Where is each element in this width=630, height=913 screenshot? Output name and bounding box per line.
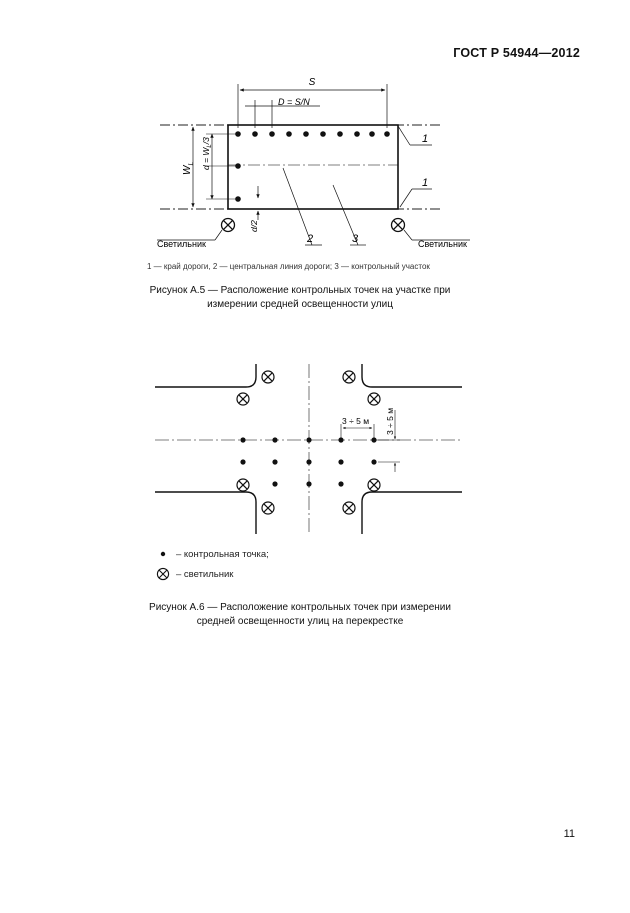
road-edge-bottom-right — [362, 492, 462, 534]
page-number: 11 — [563, 828, 575, 840]
figure-a5 — [0, 0, 630, 260]
legend-lamp-label: – светильник — [176, 568, 234, 580]
callout-1-bottom: 1 — [422, 177, 429, 189]
legend-row-lamp — [150, 564, 269, 584]
lamp-right-icon — [392, 219, 405, 232]
callout-3: 3 — [352, 233, 359, 245]
road-edge-top-right — [362, 364, 462, 387]
road-edge-bottom-left — [155, 492, 256, 534]
lamp-icon — [150, 567, 176, 581]
callout-1-top: 1 — [422, 133, 429, 145]
dim-dwl-label: $d = W_L/3$ — [201, 137, 213, 170]
figure-a6-caption-line2: средней освещенности улиц на перекрестке — [196, 616, 404, 627]
dim-horizontal-label: 3 ÷ 5 м — [342, 416, 370, 426]
road-edge-top-left — [155, 364, 256, 387]
figure-a5-caption-line2: измерении средней освещенности улиц — [207, 299, 393, 310]
figure-a5-caption — [0, 284, 600, 312]
legend-point-label: – контрольная точка; — [176, 548, 269, 560]
legend-row-point — [150, 544, 269, 564]
dim-wl-label: $W_L$ — [182, 161, 195, 175]
figure-a5-caption-line1: Рисунок А.5 — Расположение контрольных точек на участке при — [149, 285, 451, 296]
figure-a6 — [0, 350, 630, 550]
figure-a6-caption-line1: Рисунок А.6 — Расположение контрольных точек при измерении — [149, 602, 451, 613]
figure-a6-legend — [150, 544, 269, 584]
control-points-grid — [240, 437, 376, 486]
lamp-right-label: Светильник — [418, 239, 467, 249]
figure-a6-drawing — [0, 350, 630, 550]
figure-a5-legend: 1 — край дороги, 2 — центральная линия дороги; 3 — контрольный участок — [147, 262, 430, 271]
control-area — [228, 125, 398, 209]
control-points-row — [235, 131, 390, 202]
point-icon — [150, 550, 176, 558]
dim-vertical-label: 3 ÷ 5 м — [385, 407, 395, 435]
figure-a5-drawing — [0, 0, 630, 260]
lamp-left-label: Светильник — [157, 239, 206, 249]
lamp-left-icon — [222, 219, 235, 232]
dim-d-label: D = S/N — [278, 97, 310, 107]
document-header: ГОСТ Р 54944—2012 — [453, 46, 580, 60]
dim-d2-label: d/2 — [249, 220, 259, 232]
figure-a6-caption — [0, 601, 600, 629]
callout-2: 2 — [307, 233, 314, 245]
dim-s-label: S — [308, 77, 316, 88]
